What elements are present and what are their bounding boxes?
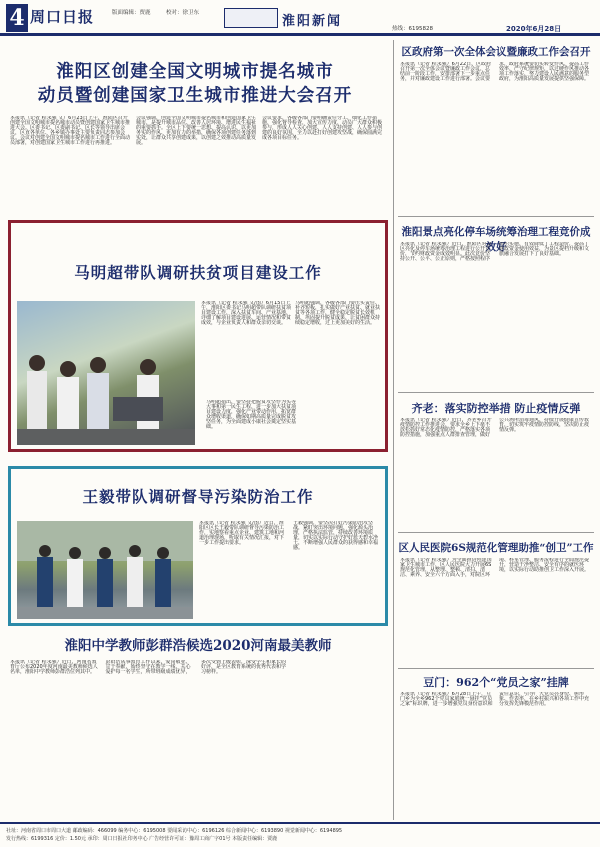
divider-1 (398, 216, 594, 217)
right4-body: 本报讯（记者 程永强）为全面推进创建国家卫生城市工作，区人民医院大力开展6S规范化管理，从整理、整顿、清扫、清洁、素养、安全六个方面入手，对院区环境、科室管理、服务流程进行全面规范提升，营造干净整洁、安全有序的就医环境，以实际行动助推创卫工作深入开展。 (400, 558, 590, 578)
section-box (224, 8, 278, 28)
right5-body: 本报讯（记者 程永强）6月28日上午，豆门乡为全乡962个党员家庭统一悬挂“党员之家”标识牌，进一步增强党员身份意识和责任意识，引导广大党员亮身份、树形象、作表率，在乡村振兴和各项工作中充分发挥先锋模范作用。 (400, 692, 590, 707)
divider-2 (398, 392, 594, 393)
issue-date: 2020年6月28日 (506, 25, 562, 33)
right4-headline: 区人民医院6S规范化管理助推“创卫”工作 (398, 542, 594, 554)
header-rule (0, 33, 600, 36)
feature2-body-b: 王毅强调，要坚决打好污染防治攻坚战，紧盯突出环境问题，强化源头治理，严格执法监管，持续改善环境质量，切实以实际行动守护好蓝天碧水净土，不断增强人民群众的获得感和幸福感。 (293, 521, 379, 551)
feature2-body-a: 本报讯（记者 程永强 文/图）近日，淮阳区区长王毅带队调研督导污染防治工作，实地察看重点企业、建筑工地和河道治理现场，听取有关情况汇报，对下一步工作提出要求。 (199, 521, 285, 546)
hotline-label: 热线：6195828 (392, 26, 433, 32)
footer-line1: 社址：河南省周口市周口大道 邮政编码：466099 编务中心：6195008 要闻采访中心：6196126 综合新闻中心：6193890 视觉新闻中心：6194895 (6, 828, 343, 834)
footer-line2: 发行热线：6199316 定价：1.50元 承印：周口日报社印务中心 广告经营许可证：豫周工商广字01号 本版责任编辑：贾鹿 (6, 836, 278, 842)
right2-headline: 淮阳景点亮化停车场统筹治理工程竞价成效好 (401, 226, 591, 253)
feature1-body-a: 本报讯（记者 程永强 文/图）6月15日上午，淮阳区委书记马明超带队调研扶贫项目建设工作，深入扶贫车间、产业基地，详细了解项目建设进展、运营情况和带贫成效，与企业负责人和群众亲切交谈。 (201, 301, 291, 326)
column-divider (393, 40, 394, 820)
right5-headline: 豆门：962个“党员之家”挂牌 (423, 676, 569, 689)
lead-headline-line1: 淮阳区创建全国文明城市提名城市 (56, 62, 334, 82)
footer (0, 822, 600, 847)
paper-name: 周口日报 (30, 8, 95, 26)
right3-body: 本报讯（记者 程永强）近日，齐老乡召开疫情防控工作推进会，要求全乡上下毫不放松抓好常态化疫情防控，严格落实各项防控措施，加强重点人群排查管理，做好公共场所消毒通风，持续开展健康宣传教育，切实筑牢疫情防控防线，坚决防止疫情反弹。 (400, 418, 590, 438)
feature2-headline: 王毅带队调研督导污染防治工作 (82, 487, 314, 506)
right1-body: 本报讯（记者 程永强）6月22日，区政府召开第一次全体会议暨廉政工作会议，总结前一阶段工作，安排部署下一步重点任务，并对廉政建设工作进行部署。会议要求，政府系统要切实转变作风，提高工作效率，严守纪律规矩，以过硬作风推动各项工作落实，努力建设人民满意的服务型政府，为淮阳高质量发展提供坚强保障。 (400, 62, 590, 82)
page-number: 4 (6, 4, 28, 32)
feature-box-pollution (8, 466, 388, 626)
people-photo-icon (17, 301, 195, 445)
divider-3 (398, 532, 594, 533)
lead-body-col2: 会议强调，创建全国文明城市提名城市和创建国家卫生城市，是提升城市品位、改善人居环境、增进民生福祉的重要抓手。全区上下要统一思想、提高认识，以更加务实的作风、更加有力的举措，确保各项创建任务落到实处，让群众共享创建成果，以创建之效推动高质量发展。 (136, 116, 256, 146)
feature1-headline: 马明超带队调研扶贫项目建设工作 (74, 263, 322, 282)
masthead (0, 0, 600, 36)
feature3-headline: 淮阳中学教师彭群浩候选2020河南最美教师 (64, 638, 332, 654)
section-title: 淮阳新闻 (282, 14, 343, 29)
right1-headline: 区政府第一次全体会议暨廉政工作会召开 (401, 46, 591, 58)
proof-label: 校对：徐卫东 (166, 10, 200, 16)
feature1-body-b-text: 马明超指出，要坚持把脱贫攻坚作为头等大事和第一民生工程，进一步加大扶贫项目建设力度，强化产业带动作用，拓宽群众增收渠道，确保如期高质量完成脱贫攻坚任务，为全面建成小康社会奠定坚实基础。 (206, 400, 296, 430)
editor-label: 版面编辑：贾鹿 (112, 10, 151, 16)
lead-body-col3: 会议要求，各级各部门要明确责任分工，细化工作措施，强化督导检查，加大宣传力度，动员广大群众积极参与，形成人人关心创建、人人支持创建、人人参与创建的良好氛围，全力以赴打好创建攻坚战，确保圆满完成各项目标任务。 (262, 116, 383, 141)
feature3-body: 本报讯（记者 程永强）近日，河南省教育厅公布2020年度河南最美教师候选人名单，淮阳中学教师彭群浩位列其中。彭群浩从事教育工作以来，爱岗敬业、甘于奉献，始终坚守在教学一线，关心爱护每一名学生，所带班级成绩优异，多次受到上级表彰，深受学生和家长的好评，是全区教育系统的优秀代表和学习榜样。 (10, 660, 287, 675)
lead-body-col1: 本报讯（记者 程永强 文）6月23日上午，淮阳区召开创建全国文明城市提名城市动员暨创建国家卫生城市推进大会。区委书记、区委副书记、区长等领导出席会议，区直各单位、各乡镇办事处主要负责同志参加会议。会议对创建全国文明城市提名城市工作进行全面动员部署，对创建国家卫生城市工作进行再推进。 (10, 116, 130, 146)
feature-box-poverty (8, 220, 388, 452)
feature2-photo (17, 521, 193, 619)
feature1-body-c: 马明超强调，各级各部门要压实责任、补齐短板，扎实做好产业扶贫、就业扶贫等各项工作，健全稳定脱贫长效机制，巩固提升脱贫成果，让贫困群众持续稳定增收，过上更加美好的生活。 (295, 301, 381, 326)
divider-4 (398, 668, 594, 669)
feature1-photo (17, 301, 195, 445)
right3-headline: 齐老：落实防控举措 防止疫情反弹 (411, 402, 581, 415)
right2-body: 本报讯（记者 程永强）近日，淮阳区对景区亮化及停车场统筹治理工程进行公开竞价，节约财政资金成效明显。此次竞价坚持公开、公平、公正原则，严格按照程序组织实施，有效降低了工程造价，提高了财政资金使用效益，为景区提档升级和文旅融合发展打下了良好基础。 (400, 242, 590, 262)
officials-photo-icon (17, 521, 193, 619)
lead-headline-line2: 动员暨创建国家卫生城市推进大会召开 (37, 86, 353, 106)
